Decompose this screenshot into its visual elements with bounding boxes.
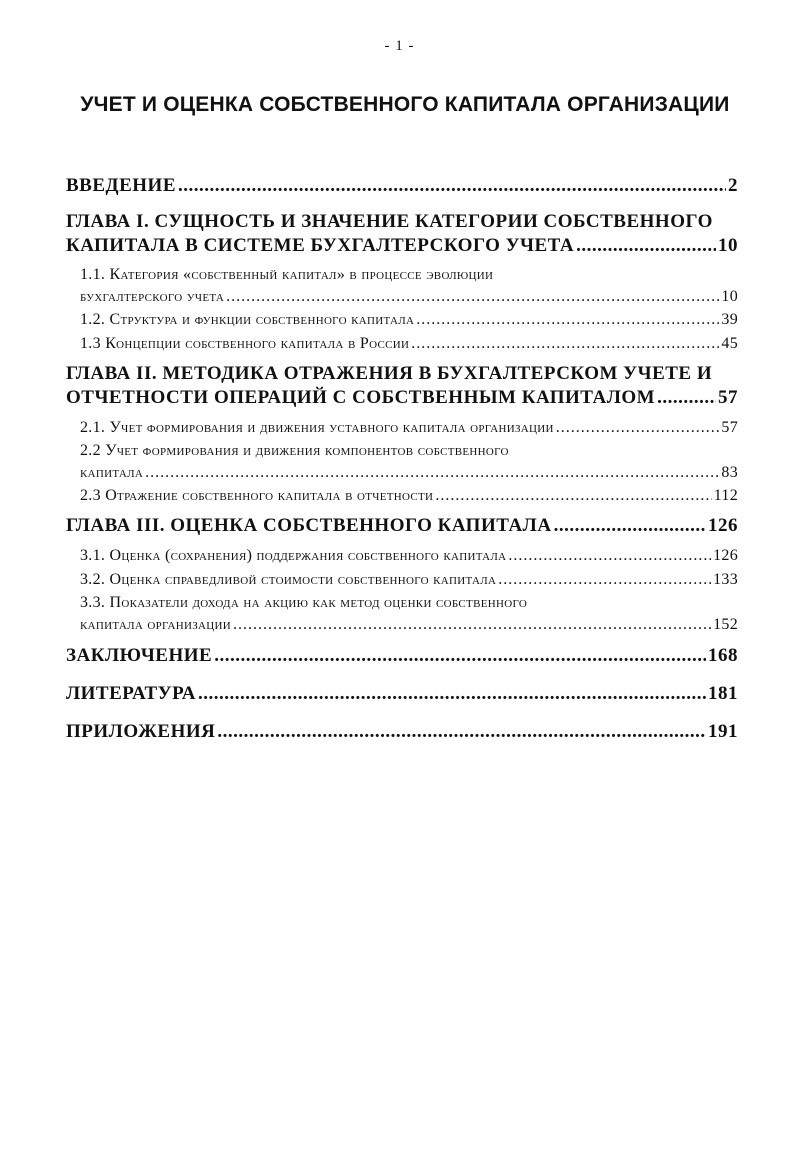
toc-section-label: бухгалтерского учета [80, 288, 225, 305]
dot-leader [508, 544, 711, 568]
toc-section-label: 2.2 Учет формирования и движения компонентов собственного [80, 442, 509, 459]
toc-section-label: 3.1. Оценка (сохранения) поддержания собственного капитала [80, 547, 507, 564]
dot-leader [145, 462, 719, 484]
toc-section-label: 2.3 Отражение собственного капитала в отчетности [80, 487, 434, 504]
toc-section-3-2[interactable] [66, 568, 738, 592]
toc-section-label: капитала [80, 464, 144, 481]
toc-page-number: 126 [708, 515, 738, 536]
toc-section-label: 3.3. Показатели дохода на акцию как метод оценки собственного [80, 594, 528, 611]
dot-leader [178, 174, 726, 198]
toc-entry-label: ЛИТЕРАТУРА [66, 683, 197, 704]
dot-leader [657, 386, 716, 410]
toc-entry-label: ГЛАВА II. МЕТОДИКА ОТРАЖЕНИЯ В БУХГАЛТЕРСКОМ УЧЕТЕ И [66, 363, 713, 384]
page-number: - 1 - [384, 38, 415, 54]
toc-entry-intro[interactable] [66, 174, 738, 198]
dot-leader [214, 644, 706, 668]
dot-leader [198, 682, 706, 706]
toc-entry-label: КАПИТАЛА В СИСТЕМЕ БУХГАЛТЕРСКОГО УЧЕТА [66, 235, 575, 256]
toc-page-number: 2 [728, 175, 738, 196]
toc-entry-label: ОТЧЕТНОСТИ ОПЕРАЦИЙ С СОБСТВЕННЫМ КАПИТАЛОМ [66, 387, 656, 408]
toc-section-1-1[interactable] [66, 264, 738, 308]
toc-section-3-1[interactable] [66, 544, 738, 568]
toc-page-number: 57 [718, 387, 738, 408]
dot-leader [217, 720, 706, 744]
dot-leader [411, 332, 719, 356]
toc-entry-chapter-2[interactable] [66, 362, 738, 410]
dot-leader [556, 416, 720, 440]
toc-section-2-1[interactable] [66, 416, 738, 440]
toc-page-number: 10 [718, 235, 738, 256]
dot-leader [576, 234, 716, 258]
toc-entry-chapter-1[interactable] [66, 210, 738, 258]
toc-page-number: 57 [721, 419, 738, 436]
toc-entry-label: ЗАКЛЮЧЕНИЕ [66, 645, 213, 666]
toc-page-number: 126 [713, 547, 738, 564]
toc-page-number: 39 [721, 311, 738, 328]
toc-page-number: 133 [713, 571, 738, 588]
toc-section-1-3[interactable] [66, 332, 738, 356]
toc-entry-appendices[interactable] [66, 720, 738, 744]
toc-page-number: 168 [708, 645, 738, 666]
toc-section-2-2[interactable] [66, 440, 738, 484]
toc-page-number: 152 [713, 616, 738, 633]
toc-section-label: 2.1. Учет формирования и движения уставного капитала организации [80, 419, 554, 436]
dot-leader [498, 568, 711, 592]
dot-leader [416, 308, 719, 332]
toc-page-number: 10 [721, 288, 738, 305]
toc-entry-label: ПРИЛОЖЕНИЯ [66, 721, 216, 742]
toc-entry-literature[interactable] [66, 682, 738, 706]
toc-entry-conclusion[interactable] [66, 644, 738, 668]
dot-leader [554, 514, 706, 538]
toc-entry-label: ВВЕДЕНИЕ [66, 175, 176, 196]
toc-entry-chapter-3[interactable] [66, 514, 738, 538]
table-of-contents [66, 174, 738, 744]
toc-page-number: 45 [721, 335, 738, 352]
toc-page-number: 112 [713, 487, 738, 504]
toc-page-number: 181 [708, 683, 738, 704]
toc-entry-label: ГЛАВА III. ОЦЕНКА СОБСТВЕННОГО КАПИТАЛА [66, 515, 552, 536]
toc-section-label: капитала организации [80, 616, 232, 633]
toc-section-3-3[interactable] [66, 592, 738, 636]
dot-leader [226, 286, 719, 308]
toc-entry-label: ГЛАВА I. СУЩНОСТЬ И ЗНАЧЕНИЕ КАТЕГОРИИ СОБСТВЕННОГО [66, 211, 713, 232]
toc-section-1-2[interactable] [66, 308, 738, 332]
toc-section-label: 1.1. Категория «собственный капитал» в процессе эволюции [80, 266, 494, 283]
toc-section-2-3[interactable] [66, 484, 738, 508]
dot-leader [233, 614, 711, 636]
document-title: УЧЕТ И ОЦЕНКА СОБСТВЕННОГО КАПИТАЛА ОРГАНИЗАЦИИ [80, 93, 730, 116]
toc-section-label: 1.2. Структура и функции собственного капитала [80, 311, 415, 328]
toc-page-number: 191 [708, 721, 738, 742]
toc-section-label: 1.3 Концепции собственного капитала в России [80, 335, 410, 352]
dot-leader [435, 484, 711, 508]
toc-section-label: 3.2. Оценка справедливой стоимости собственного капитала [80, 571, 497, 588]
toc-page-number: 83 [721, 464, 738, 481]
